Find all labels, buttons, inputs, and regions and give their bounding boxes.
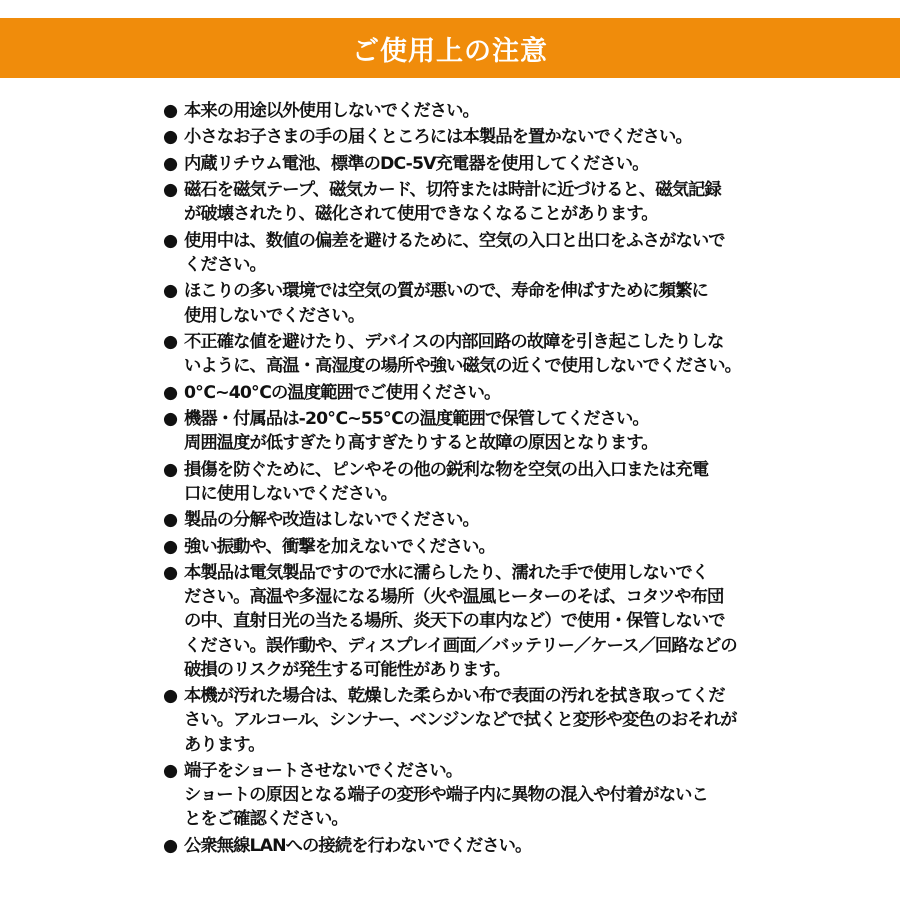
bullet-icon: ● <box>163 180 178 201</box>
caution-item-text: 不正確な値を避けたり、デバイスの内部回路の故障を引き起こしたりしな <box>184 331 724 352</box>
header-banner <box>0 18 900 78</box>
bullet-icon: ● <box>163 101 178 121</box>
caution-item <box>163 834 823 858</box>
caution-item-text: 破損のリスクが発生する可能性があります。 <box>184 659 510 680</box>
bullet-icon: ● <box>163 835 178 856</box>
caution-item-text: 使用しないでください。 <box>184 305 365 326</box>
caution-item <box>163 279 823 327</box>
bullet-icon: ● <box>163 331 178 352</box>
bullet-icon: ● <box>163 153 178 174</box>
caution-item-text: 0℃~40℃の温度範囲でご使用ください。 <box>184 382 501 403</box>
caution-item <box>163 535 823 559</box>
caution-item <box>163 407 823 455</box>
caution-item <box>163 458 823 506</box>
caution-item-text: 口に使用しないでください。 <box>184 483 397 504</box>
caution-item-text: 本来の用途以外使用しないでください。 <box>184 101 479 121</box>
caution-item-text: 周囲温度が低すぎたり高すぎたりすると故障の原因となります。 <box>184 433 658 454</box>
caution-item-text: さい。アルコール、シンナー、ベンジンなどで拭くと変形や変色のおそれが <box>184 710 737 731</box>
caution-item <box>163 508 823 532</box>
page-title: ご使用上の注意 <box>352 35 548 67</box>
caution-item-text: ショートの原因となる端子の変形や端子内に異物の混入や付着がないこ <box>184 785 708 806</box>
caution-list <box>163 99 823 860</box>
caution-item-text: が破壊されたり、磁化されて使用できなくなることがあります。 <box>184 204 658 225</box>
caution-item <box>163 229 823 277</box>
bullet-icon: ● <box>163 510 178 531</box>
caution-item <box>163 152 823 176</box>
bullet-icon: ● <box>163 408 178 429</box>
caution-item-text: 小さなお子さまの手の届くところには本製品を置かないでください。 <box>184 127 692 148</box>
caution-item-text: 端子をショートさせないでください。 <box>184 760 463 781</box>
caution-item-text: 機器・付属品は-20℃~55℃の温度範囲で保管してください。 <box>184 408 649 429</box>
caution-item-text: の中、直射日光の当たる場所、炎天下の車内など）で使用・保管しないで <box>184 611 725 632</box>
caution-item <box>163 99 823 123</box>
caution-item-text: 磁石を磁気テープ、磁気カード、切符または時計に近づけると、磁気記録 <box>184 180 721 201</box>
bullet-icon: ● <box>163 760 178 781</box>
caution-item-text: ほこりの多い環境では空気の質が悪いので、寿命を伸ばすために頻繁に <box>184 281 708 302</box>
caution-item-text: 製品の分解や改造はしないでください。 <box>184 510 479 531</box>
caution-item-text: いように、高温・高湿度の場所や強い磁気の近くで使用しないでください。 <box>184 356 741 377</box>
bullet-icon: ● <box>163 281 178 302</box>
caution-item-text: 強い振動や、衝撃を加えないでください。 <box>184 536 495 557</box>
caution-item <box>163 381 823 405</box>
bullet-icon: ● <box>163 382 178 403</box>
caution-item-text: 本機が汚れた場合は、乾燥した柔らかい布で表面の汚れを拭き取ってくだ <box>184 686 725 707</box>
bullet-icon: ● <box>163 536 178 557</box>
caution-item-text: とをご確認ください。 <box>184 809 348 830</box>
caution-item-text: ください。 <box>184 254 266 275</box>
caution-item-text: 内蔵リチウム電池、標準のDC-5V充電器を使用してください。 <box>184 153 649 174</box>
caution-item-text: あります。 <box>184 734 265 755</box>
caution-item <box>163 684 823 757</box>
caution-item-text: 損傷を防ぐために、ピンやその他の鋭利な物を空気の出入口または充電 <box>184 459 709 480</box>
caution-item-text: 使用中は、数値の偏差を避けるために、空気の入口と出口をふさがないで <box>184 230 725 251</box>
bullet-icon: ● <box>163 686 178 707</box>
caution-item-text: 公衆無線LANへの接続を行わないでください。 <box>184 835 532 856</box>
bullet-icon: ● <box>163 230 178 251</box>
caution-item <box>163 330 823 378</box>
caution-item <box>163 178 823 226</box>
caution-item-text: ください。誤作動や、ディスプレイ画面／バッテリー／ケース／回路などの <box>184 635 737 656</box>
bullet-icon: ● <box>163 459 178 480</box>
caution-item-text: 本製品は電気製品ですので水に濡らしたり、濡れた手で使用しないでく <box>184 562 709 583</box>
caution-item <box>163 759 823 832</box>
caution-item <box>163 125 823 149</box>
bullet-icon: ● <box>163 562 178 583</box>
caution-item <box>163 561 823 682</box>
caution-item-text: ださい。高温や多湿になる場所（火や温風ヒーターのそば、コタツや布団 <box>184 587 724 608</box>
bullet-icon: ● <box>163 127 178 148</box>
